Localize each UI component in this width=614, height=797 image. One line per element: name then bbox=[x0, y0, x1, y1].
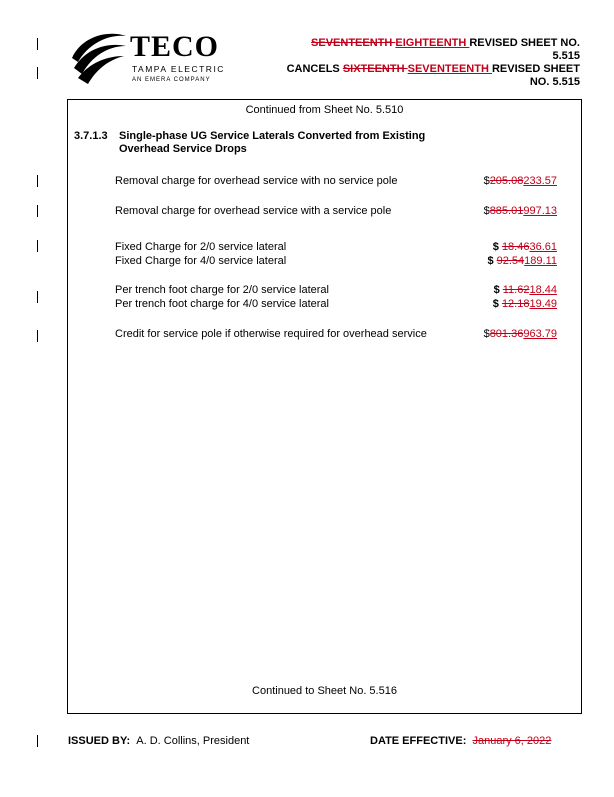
date-effective bbox=[370, 735, 551, 747]
change-bar bbox=[37, 330, 38, 342]
change-bar bbox=[37, 67, 38, 79]
change-bar bbox=[37, 38, 38, 50]
inserted-text: SEVENTEENTH bbox=[407, 63, 492, 75]
dollar-sign: $ bbox=[492, 241, 502, 253]
effective-value: January 6, 2022 bbox=[472, 735, 552, 747]
logo-subtitle: TAMPA ELECTRIC bbox=[132, 64, 225, 74]
new-rate: 19.49 bbox=[529, 298, 557, 310]
tariff-sheet-box bbox=[67, 99, 582, 714]
new-rate: 233.57 bbox=[523, 175, 557, 187]
dollar-sign: $ bbox=[483, 328, 490, 340]
section-number: 3.7.1.3 bbox=[74, 130, 108, 142]
new-rate: 997.13 bbox=[523, 205, 557, 217]
continued-to: Continued to Sheet No. 5.516 bbox=[252, 685, 397, 697]
old-rate: 205.08 bbox=[489, 175, 524, 187]
old-rate: 885.01 bbox=[489, 205, 524, 217]
header-text: CANCELS bbox=[286, 63, 343, 75]
change-bar bbox=[37, 240, 38, 252]
deleted-text: SIXTEENTH bbox=[342, 63, 408, 75]
charge-amount bbox=[494, 284, 557, 296]
charge-label: Fixed Charge for 4/0 service lateral bbox=[115, 255, 287, 267]
section-title: Single-phase UG Service Laterals Converted from Existing Overhead Service Drops bbox=[119, 130, 426, 155]
charge-amount bbox=[484, 328, 557, 340]
change-bar bbox=[37, 735, 38, 747]
dollar-sign: $ bbox=[492, 298, 502, 310]
header-line-1 bbox=[287, 37, 580, 50]
issued-value: A. D. Collins, President bbox=[136, 735, 250, 747]
charge-amount bbox=[484, 175, 557, 187]
dollar-sign: $ bbox=[483, 205, 490, 217]
charge-label: Fixed Charge for 2/0 service lateral bbox=[115, 241, 287, 253]
continued-from: Continued from Sheet No. 5.510 bbox=[245, 104, 404, 116]
old-rate: 801.36 bbox=[489, 328, 524, 340]
old-rate: 18.46 bbox=[501, 241, 530, 253]
charge-label: Removal charge for overhead service with a service pole bbox=[115, 205, 392, 217]
charge-label: Per trench foot charge for 2/0 service lateral bbox=[115, 284, 329, 296]
new-rate: 18.44 bbox=[529, 284, 557, 296]
dollar-sign: $ bbox=[483, 175, 490, 187]
header-text: REVISED SHEET NO. bbox=[469, 37, 580, 49]
teco-swoosh-icon bbox=[68, 22, 128, 94]
dollar-sign: $ bbox=[487, 255, 497, 267]
effective-label: DATE EFFECTIVE: bbox=[370, 735, 467, 747]
change-bar bbox=[37, 291, 38, 303]
header-text: REVISED SHEET bbox=[491, 63, 580, 75]
old-rate: 12.18 bbox=[501, 298, 530, 310]
new-rate: 189.11 bbox=[524, 255, 557, 267]
company-logo bbox=[68, 22, 248, 94]
logo-tagline: AN EMERA COMPANY bbox=[132, 77, 211, 83]
old-rate: 11.62 bbox=[502, 284, 530, 296]
issued-by bbox=[68, 735, 249, 747]
issued-label: ISSUED BY: bbox=[68, 735, 131, 747]
charge-label: Per trench foot charge for 4/0 service lateral bbox=[115, 298, 329, 310]
new-rate: 36.61 bbox=[529, 241, 557, 253]
logo-name: TECO bbox=[130, 30, 220, 63]
change-bar bbox=[37, 205, 38, 217]
old-rate: 92.54 bbox=[496, 255, 525, 267]
charge-label: Credit for service pole if otherwise required for overhead service bbox=[115, 328, 427, 340]
dollar-sign: $ bbox=[493, 284, 503, 296]
header-line-4: NO. 5.515 bbox=[529, 76, 580, 88]
header-line-3 bbox=[287, 63, 580, 76]
charge-amount bbox=[484, 205, 557, 217]
sheet-header bbox=[287, 37, 580, 89]
charge-amount bbox=[493, 298, 557, 310]
new-rate: 963.79 bbox=[523, 328, 557, 340]
header-line-2: 5.515 bbox=[552, 50, 580, 62]
change-bar bbox=[37, 175, 38, 187]
charge-label: Removal charge for overhead service with no service pole bbox=[115, 175, 398, 187]
inserted-text: EIGHTEENTH bbox=[395, 37, 470, 49]
charge-amount bbox=[487, 255, 557, 267]
deleted-text: SEVENTEENTH bbox=[311, 37, 396, 49]
charge-amount bbox=[493, 241, 557, 253]
